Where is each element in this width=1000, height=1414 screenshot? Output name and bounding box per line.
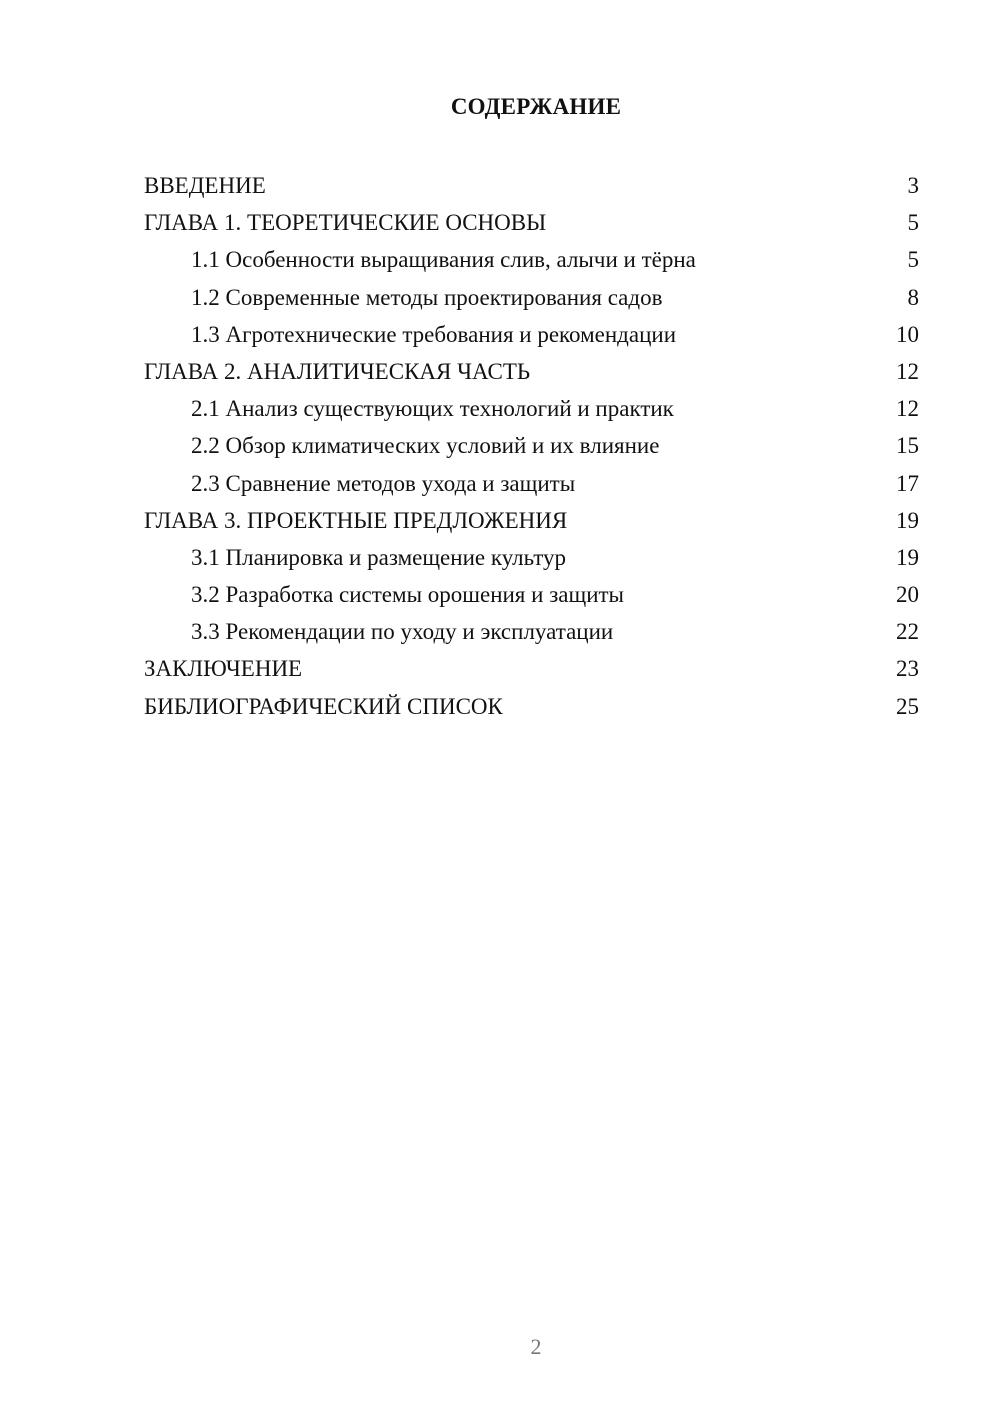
toc-entry-text: ЗАКЛЮЧЕНИЕ [144, 656, 303, 682]
toc-entry-section-1-1[interactable] [144, 241, 919, 278]
toc-entry-page: 8 [907, 284, 919, 310]
toc-entry-section-1-3[interactable] [144, 316, 919, 353]
toc-entry-page: 15 [896, 433, 919, 459]
toc-entry-text: 3.2 Разработка системы орошения и защиты [191, 582, 625, 608]
toc-entry-page: 19 [896, 544, 919, 570]
toc-entry-section-2-2[interactable] [144, 427, 919, 464]
toc-entry-page: 5 [907, 210, 919, 236]
toc-entry-text: ГЛАВА 2. АНАЛИТИЧЕСКАЯ ЧАСТЬ [144, 358, 531, 384]
toc-list [144, 167, 919, 725]
toc-entry-section-2-3[interactable] [144, 465, 919, 502]
toc-entry-chapter-3[interactable] [144, 502, 919, 539]
toc-entry-text: 2.3 Сравнение методов ухода и защиты [191, 470, 576, 496]
toc-entry-text: БИБЛИОГРАФИЧЕСКИЙ СПИСОК [144, 693, 503, 719]
toc-entry-text: ГЛАВА 1. ТЕОРЕТИЧЕСКИЕ ОСНОВЫ [144, 210, 547, 236]
toc-entry-page: 25 [896, 693, 919, 719]
toc-entry-page: 10 [896, 321, 919, 347]
toc-entry-conclusion[interactable] [144, 650, 919, 687]
toc-entry-page: 22 [896, 619, 919, 645]
toc-entry-text: 3.1 Планировка и размещение культур [191, 544, 567, 570]
toc-entry-page: 12 [896, 396, 919, 422]
toc-entry-section-2-1[interactable] [144, 390, 919, 427]
toc-entry-text: 1.2 Современные методы проектирования садов [191, 284, 663, 310]
toc-entry-text: 3.3 Рекомендации по уходу и эксплуатации [191, 619, 614, 645]
toc-entry-page: 5 [907, 247, 919, 273]
toc-entry-text: 2.1 Анализ существующих технологий и практик [191, 396, 674, 422]
toc-entry-text: 2.2 Обзор климатических условий и их влияние [191, 433, 660, 459]
toc-entry-introduction[interactable] [144, 167, 919, 204]
toc-entry-page: 19 [896, 507, 919, 533]
toc-entry-section-3-3[interactable] [144, 613, 919, 650]
toc-entry-text: ГЛАВА 3. ПРОЕКТНЫЕ ПРЕДЛОЖЕНИЯ [144, 507, 568, 533]
toc-title: СОДЕРЖАНИЕ [450, 94, 622, 119]
toc-entry-page: 23 [896, 656, 919, 682]
toc-entry-text: ВВЕДЕНИЕ [144, 173, 266, 198]
page-number: 2 [530, 1334, 542, 1359]
toc-entry-page: 3 [907, 173, 919, 198]
toc-entry-page: 17 [896, 470, 919, 496]
toc-entry-page: 20 [896, 582, 919, 608]
toc-entry-section-3-1[interactable] [144, 539, 919, 576]
toc-entry-chapter-1[interactable] [144, 204, 919, 241]
toc-entry-page: 12 [896, 358, 919, 384]
toc-entry-chapter-2[interactable] [144, 353, 919, 390]
toc-entry-text: 1.1 Особенности выращивания слив, алычи и тёрна [191, 247, 696, 273]
toc-entry-text: 1.3 Агротехнические требования и рекомендации [191, 321, 677, 347]
toc-entry-section-1-2[interactable] [144, 279, 919, 316]
toc-entry-bibliography[interactable] [144, 688, 919, 725]
toc-entry-section-3-2[interactable] [144, 576, 919, 613]
